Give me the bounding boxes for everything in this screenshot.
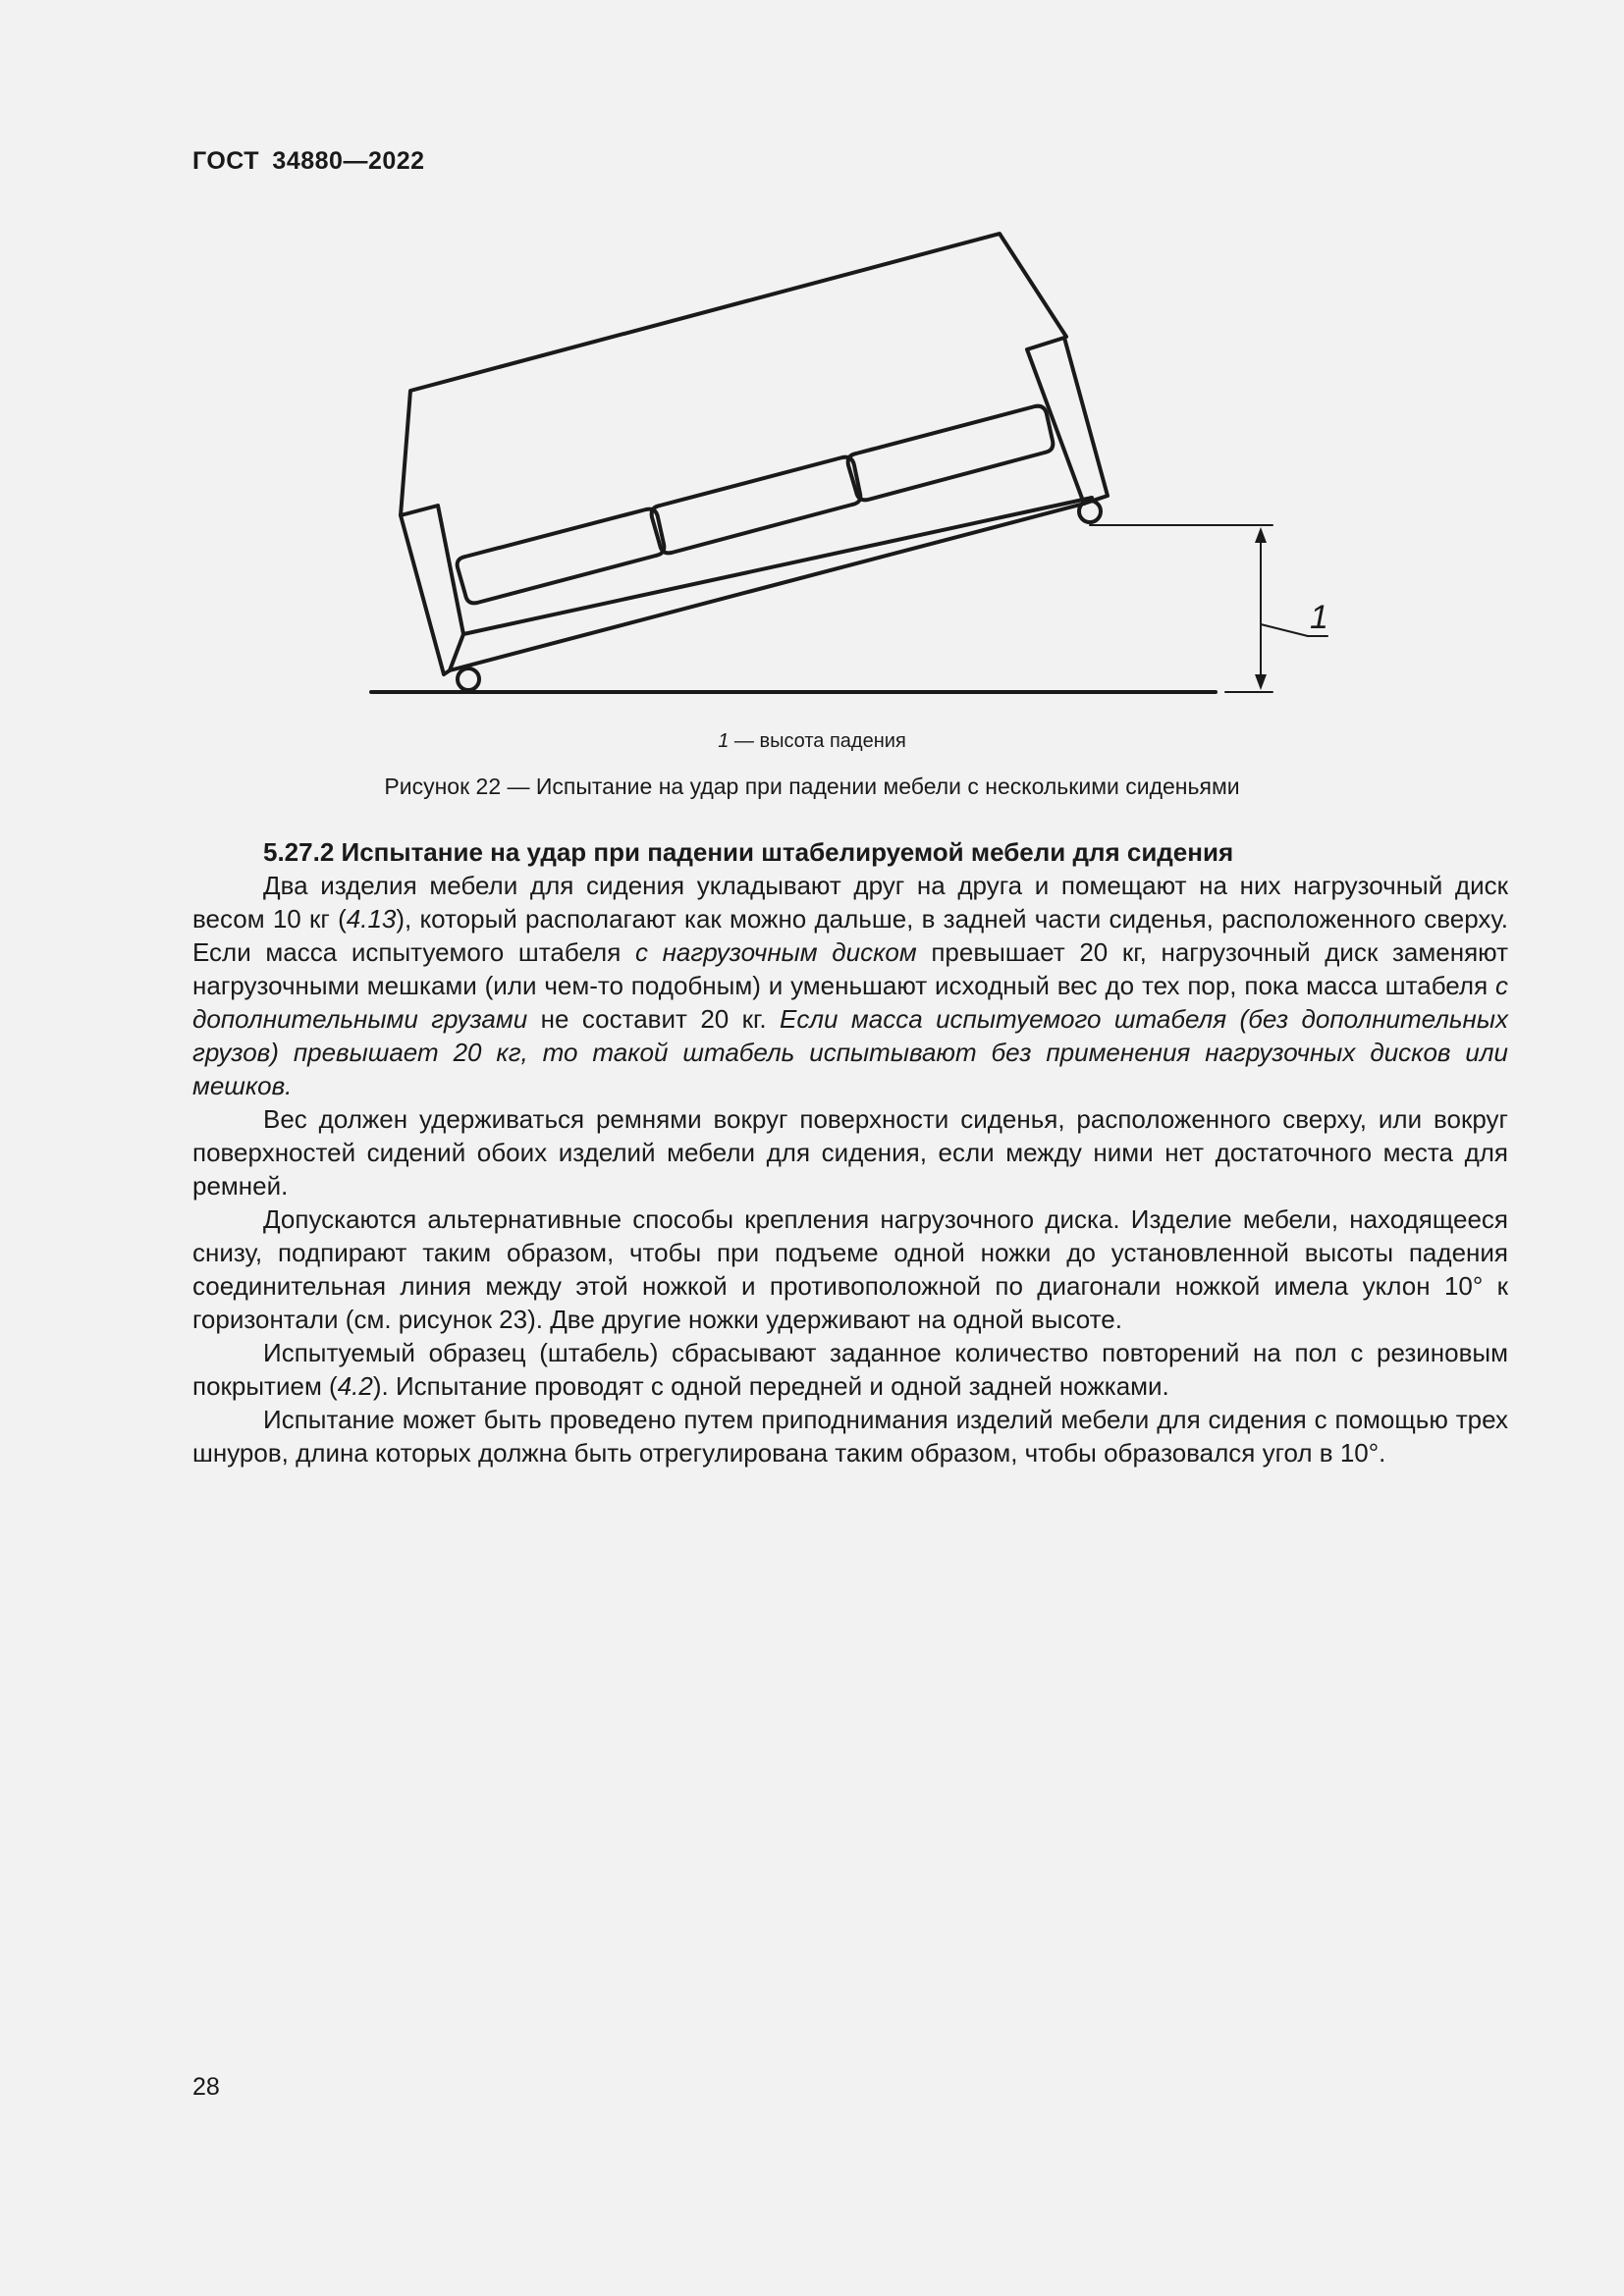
figure-legend — [0, 730, 1624, 753]
legend-text: — высота падения — [729, 730, 906, 752]
callout-label: 1 — [1310, 599, 1328, 636]
page-number: 28 — [192, 2073, 220, 2101]
paragraph-4: Испытуемый образец (штабель) сбрасывают заданное количество повторений на пол с резиновым покрытием (4.2). Испытание проводят с одной передней и одной задней ножками. — [192, 1338, 1508, 1401]
sofa-drop-diagram — [0, 0, 1624, 805]
document-header: ГОСТ 34880—2022 — [192, 147, 425, 175]
seat-cushion-left — [458, 509, 665, 604]
paragraph-5: Испытание может быть проведено путем приподнимания изделий мебели для сидения с помощью трех шнуров, длина которых должна быть отрегулирована таким образом, чтобы образовался угол в 10°. — [192, 1405, 1508, 1468]
legend-number: 1 — [718, 730, 730, 752]
foot-right — [1079, 501, 1101, 522]
figure-22 — [0, 0, 1624, 805]
right-armrest — [1027, 338, 1108, 504]
seat-cushion-center — [652, 457, 861, 554]
paragraph-2: Вес должен удерживаться ремнями вокруг поверхности сиденья, расположенного сверху, или вокруг поверхностей сидений обоих изделий мебели для сидения, если между ними нет достаточного места для ремней. — [192, 1104, 1508, 1201]
paragraph-1: Два изделия мебели для сидения укладывают друг на друга и помещают на них нагрузочный диск весом 10 кг (4.13), который располагают как можно дальше, в задней части сиденья, расположенного сверху. Если масса испытуемого штабеля с нагрузочным диском превышает 20 кг, нагрузочный диск заменяют нагрузочными мешками (или чем-то подобным) и уменьшают исходный вес до тех пор, пока масса штабеля с дополнительными грузами не составит 20 кг. Если масса испытуемого штабеля (без дополнительных грузов) превышает 20 кг, то такой штабель испытывают без применения нагрузочных дисков или мешков. — [192, 871, 1509, 1100]
seat-base — [463, 498, 1092, 634]
callout-leader — [1261, 624, 1308, 636]
left-armrest — [401, 506, 463, 674]
section-body — [192, 835, 1508, 1469]
figure-caption: Рисунок 22 — Испытание на удар при падении мебели с несколькими сиденьями — [384, 774, 1240, 799]
dimension-arrowhead-top — [1255, 527, 1267, 543]
foot-left — [458, 668, 479, 690]
paragraph-3: Допускаются альтернативные способы крепления нагрузочного диска. Изделие мебели, находящееся снизу, подпирают таким образом, чтобы при подъеме одной ножки до установленной высоты падения соединительная линия между этой ножкой и противоположной по диагонали ножкой имела уклон 10° к горизонтали (см. рисунок 23). Две другие ножки удерживают на одной высоте. — [192, 1204, 1508, 1334]
seat-cushion-right — [848, 406, 1054, 501]
section-title: 5.27.2 Испытание на удар при падении штабелируемой мебели для сидения — [263, 837, 1234, 867]
dimension-arrowhead-bottom — [1255, 674, 1267, 690]
